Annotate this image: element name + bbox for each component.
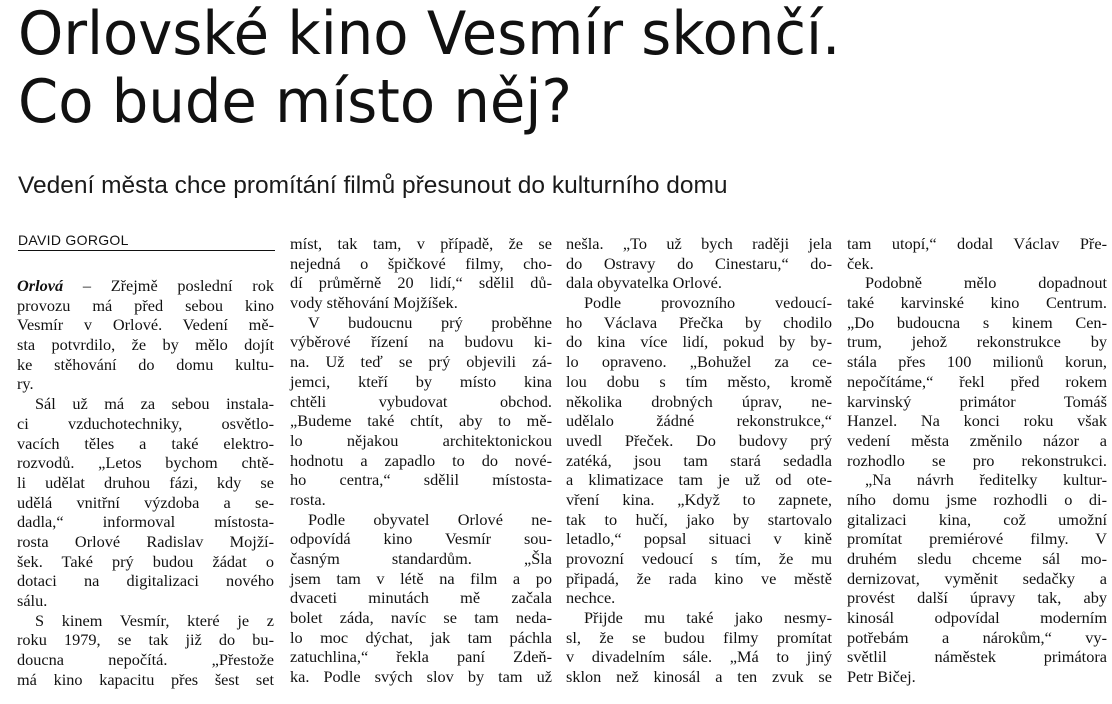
text-line: letadlo,“ popsal situaci v kině bbox=[566, 529, 832, 549]
article-column-2 bbox=[290, 234, 552, 687]
text-line: nešla. „To už bych raději jela bbox=[566, 234, 832, 253]
text-line: na. Už teď se prý objevili zá- bbox=[290, 352, 552, 372]
text-line: lo opraveno. „Bohužel za ce- bbox=[566, 352, 832, 372]
text-line: v divadelním sále. „Má to jiný bbox=[566, 647, 832, 667]
text-line: hodnotu a zapadlo to do nové- bbox=[290, 450, 552, 470]
text-line: ke stěhování do domu kultu- bbox=[17, 354, 274, 374]
text-line: li udělat druhou fázi, kdy se bbox=[17, 472, 274, 492]
text-line: výběrové řízení na budovu ki- bbox=[290, 332, 552, 352]
text-line: několika drobných úprav, ne- bbox=[566, 391, 832, 411]
text-line: „Na návrh ředitelky kultur- bbox=[865, 470, 1107, 490]
text-line: do kina více lidí, pokud by by- bbox=[566, 332, 832, 352]
text-line: a klimatizace tam je už od ote- bbox=[566, 470, 832, 490]
text-line: dadla,“ informoval místosta- bbox=[17, 512, 274, 532]
text-line: ček. bbox=[847, 253, 874, 273]
text-line: dotaci na digitalizaci nového bbox=[17, 571, 274, 591]
text-line: udělá vnitřní výzdoba a se- bbox=[17, 492, 274, 512]
text-line: připadá, že rada kino ve městě bbox=[566, 568, 832, 588]
text-line: nechce. bbox=[566, 588, 616, 608]
text-line: šek. Také prý budou žádat o bbox=[17, 551, 274, 571]
text-line: kinosál odpovídal moderním bbox=[847, 608, 1107, 628]
text-line: lo moc dýchat, jak tam páchla bbox=[290, 627, 552, 647]
text-line: ho Václava Přečka by chodilo bbox=[566, 312, 832, 332]
subheadline: Vedení města chce promítání filmů přesunout do kulturního domu bbox=[18, 172, 728, 199]
text-line: provést další úpravy tak, aby bbox=[847, 588, 1107, 608]
text-line: časným standardům. „Šla bbox=[290, 549, 552, 568]
text-line: vody stěhování Mojžíšek. bbox=[290, 293, 458, 313]
text-line: dvaceti minutách mě začala bbox=[290, 588, 552, 608]
text-line: rosta Orlové Radislav Mojží- bbox=[17, 531, 274, 551]
text-line: „Do budoucna s kinem Cen- bbox=[847, 312, 1107, 332]
text-line: chtěli vybudovat obchod. bbox=[290, 391, 552, 411]
text-line: rosta. bbox=[290, 489, 326, 509]
text-line: karvinský primátor Tomáš bbox=[847, 391, 1107, 411]
text-line: roku 1979, se tak již do bu- bbox=[17, 630, 274, 650]
text-line: vedení města změnilo názor a bbox=[847, 430, 1107, 450]
text-line: stála přes 100 milionů korun, bbox=[847, 352, 1107, 372]
text-line: tak to hučí, jako by startovalo bbox=[566, 509, 832, 529]
text-fragment: – Zřejmě poslední rok bbox=[63, 276, 274, 295]
text-line: provozní vedoucí s tím, že mu bbox=[566, 549, 832, 568]
text-line: má kino kapacitu přes šest set bbox=[17, 669, 274, 689]
text-line: potřebám a nárokům,“ vy- bbox=[847, 627, 1107, 647]
text-line: ního domu jsme rozhodli o di- bbox=[847, 489, 1107, 509]
text-line: trum, jehož rekonstrukce by bbox=[847, 332, 1107, 352]
text-line: provozu má před sebou kino bbox=[17, 295, 274, 315]
text-line: doucna nepočítá. „Přestože bbox=[17, 650, 274, 670]
text-line: vření kina. „Když to zapnete, bbox=[566, 489, 832, 509]
text-line: Podle obyvatel Orlové ne- bbox=[308, 509, 552, 529]
text-line: lo nějakou architektonickou bbox=[290, 430, 552, 450]
text-line: ka. Podle svých slov by tam už bbox=[290, 667, 552, 687]
headline-line-2: Co bude místo něj? bbox=[18, 67, 572, 137]
text-line: sklon než kinosál a ten zvuk se bbox=[566, 667, 832, 687]
text-line: sálu. bbox=[17, 591, 48, 610]
text-line: Podle provozního vedoucí- bbox=[584, 293, 832, 313]
article-column-1 bbox=[17, 276, 274, 689]
text-line: jemci, kteří by místo kina bbox=[290, 371, 552, 391]
headline-line-1: Orlovské kino Vesmír skončí. bbox=[18, 0, 841, 69]
author-byline: DAVID GORGOL bbox=[18, 232, 275, 251]
text-line: gitalizaci kina, což umožní bbox=[847, 509, 1107, 529]
text-line: Vesmír v Orlové. Vedení mě- bbox=[17, 315, 274, 335]
text-line: dala obyvatelka Orlové. bbox=[566, 273, 722, 293]
text-line: uvedl Přeček. Do budovy prý bbox=[566, 430, 832, 450]
text-line: nepočítáme,“ řekl před rokem bbox=[847, 371, 1107, 391]
text-line: sta potvrdilo, že by mělo dojít bbox=[17, 335, 274, 355]
text-line: Hanzel. Na konci roku však bbox=[847, 411, 1107, 431]
text-line: lou dobu s tím město, kromě bbox=[566, 371, 832, 391]
text-line: vacích těles a také elektro- bbox=[17, 433, 274, 453]
text-line: tam utopí,“ dodal Václav Pře- bbox=[847, 234, 1107, 253]
text-line: S kinem Vesmír, které je z bbox=[35, 610, 274, 630]
text-line: sl, že se budou filmy promítat bbox=[566, 627, 832, 647]
text-line: míst, tak tam, v případě, že se bbox=[290, 234, 552, 253]
text-line: do Ostravy do Cinestaru,“ do- bbox=[566, 253, 832, 273]
text-line: zatéká, jsou tam stará sedadla bbox=[566, 450, 832, 470]
text-line: dí průměrně 20 lidí,“ sdělil dů- bbox=[290, 273, 552, 293]
text-line: zatuchlina,“ řekla paní Zdeň- bbox=[290, 647, 552, 667]
text-line: Podobně mělo dopadnout bbox=[865, 273, 1107, 293]
text-line: ho centra,“ sdělil místosta- bbox=[290, 470, 552, 490]
text-line: rozvodů. „Letos bychom chtě- bbox=[17, 453, 274, 473]
text-line: druhém sledu chceme sál mo- bbox=[847, 549, 1107, 568]
article-column-4 bbox=[847, 234, 1107, 687]
text-line: ci vzduchotechniky, osvětlo- bbox=[17, 413, 274, 433]
text-line: „Budeme také chtít, aby to mě- bbox=[290, 411, 552, 431]
article-column-3 bbox=[566, 234, 832, 687]
text-line: odpovídá kino Vesmír sou- bbox=[290, 529, 552, 549]
text-line: také karvinské kino Centrum. bbox=[847, 293, 1107, 313]
text-line: dernizovat, vyměnit sedačky a bbox=[847, 568, 1107, 588]
text-line: jsem tam v létě na film a po bbox=[290, 568, 552, 588]
text-line: Petr Bičej. bbox=[847, 667, 916, 687]
text-line: Přijde mu také jako nesmy- bbox=[584, 608, 832, 628]
text-line: ry. bbox=[17, 374, 34, 394]
text-line: promítat premiérové filmy. V bbox=[847, 529, 1107, 549]
text-line: nejedná o špičkové filmy, cho- bbox=[290, 253, 552, 273]
location-tag: Orlová bbox=[17, 276, 64, 295]
text-line bbox=[17, 276, 274, 296]
text-line: V budoucnu prý proběhne bbox=[308, 312, 552, 332]
text-line: rozhodlo se pro rekonstrukci. bbox=[847, 450, 1107, 470]
text-line: udělalo žádné rekonstrukce,“ bbox=[566, 411, 832, 431]
text-line: Sál už má za sebou instala- bbox=[35, 394, 274, 414]
text-line: světlil náměstek primátora bbox=[847, 647, 1107, 667]
headline bbox=[18, 0, 1055, 140]
text-line: bolet záda, navíc se tam neda- bbox=[290, 608, 552, 628]
